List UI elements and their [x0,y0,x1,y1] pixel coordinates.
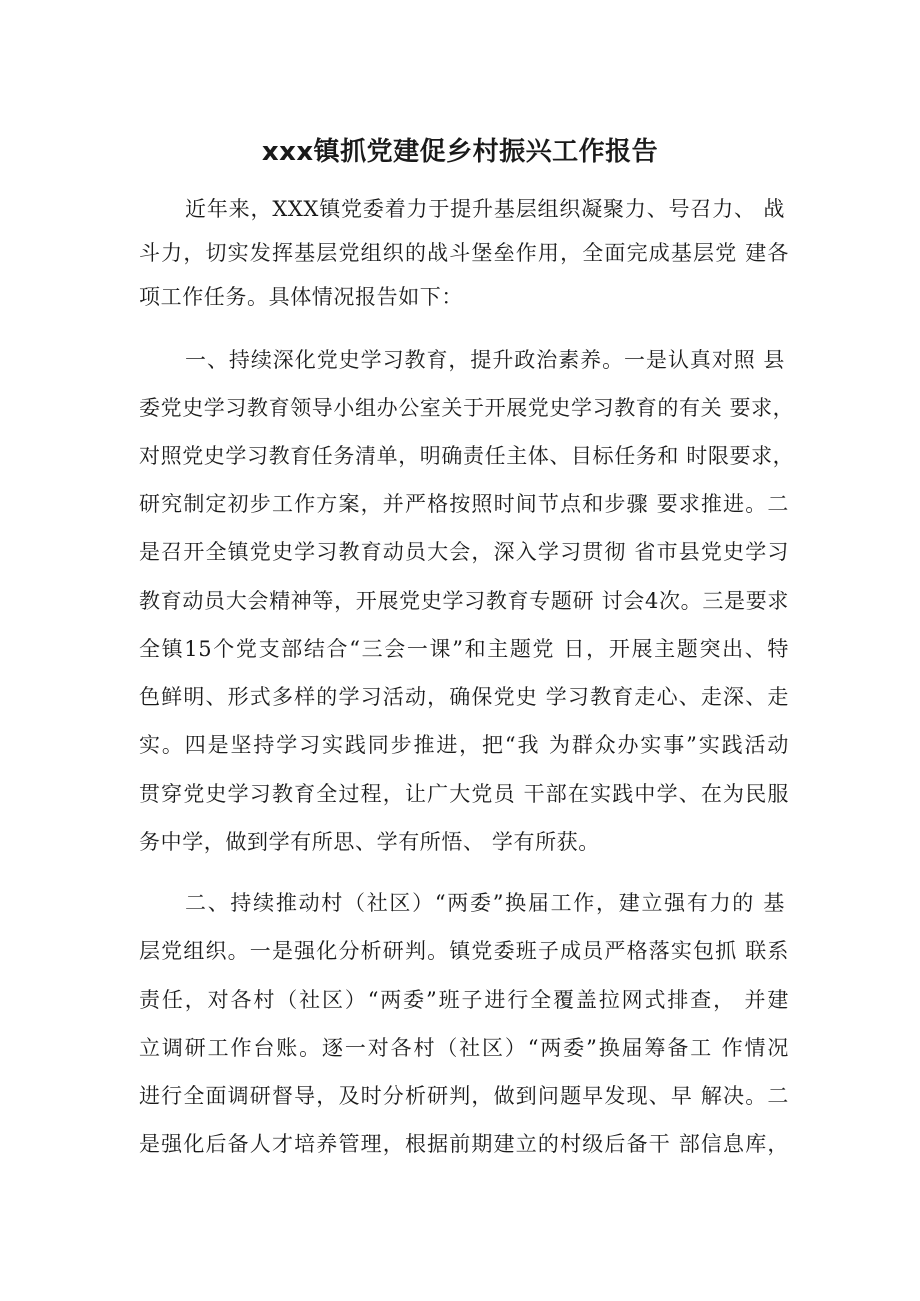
document-title: xxx镇抓党建促乡村振兴工作报告 [261,137,659,167]
paragraph-2-line: 贯穿党史学习教育全过程，让广大党员 干部在实践中学、在为民服 [139,782,789,806]
paragraph-3-line: 进行全面调研督导，及时分析研判，做到问题早发现、早 解决。二 [139,1084,789,1108]
paragraph-2-line: 一、持续深化党史学习教育，提升政治素养。一是认真对照 县 [185,348,785,372]
paragraph-3-line: 层党组织。一是强化分析研判。镇党委班子成员严格落实包抓 联系 [139,939,789,963]
paragraph-2-line: 全镇15个党支部结合“三会一课”和主题党 日，开展主题突出、特 [139,637,789,661]
paragraph-2-line: 教育动员大会精神等，开展党史学习教育专题研 讨会4次。三是要求 [139,589,789,613]
paragraph-2-line: 务中学，做到学有所思、学有所悟、 学有所获。 [139,830,600,854]
paragraph-2-line: 委党史学习教育领导小组办公室关于开展党史学习教育的有关 要求， [139,396,795,420]
paragraph-3-line: 二、持续推动村（社区）“两委”换届工作，建立强有力的 基 [185,891,785,915]
paragraph-3-line: 责任，对各村（社区）“两委”班子进行全覆盖拉网式排查， 并建 [139,988,789,1012]
paragraph-2-line: 色鲜明、形式多样的学习活动，确保党史 学习教育走心、走深、走 [139,685,789,709]
paragraph-2-line: 实。四是坚持学习实践同步推进，把“我 为群众办实事”实践活动 [139,733,789,757]
paragraph-1-line: 项工作任务。具体情况报告如下： [139,285,463,309]
paragraph-3-line: 是强化后备人才培养管理，根据前期建立的村级后备干 部信息库， [139,1132,789,1156]
paragraph-2-line: 研究制定初步工作方案，并严格按照时间节点和步骤 要求推进。二 [139,492,789,516]
paragraph-3-line: 立调研工作台账。逐一对各村（社区）“两委”换届筹备工 作情况 [139,1036,789,1060]
paragraph-2-line: 是召开全镇党史学习教育动员大会，深入学习贯彻 省市县党史学习 [139,540,789,564]
paragraph-2-line: 对照党史学习教育任务清单，明确责任主体、目标任务和 时限要求， [139,444,795,468]
paragraph-1-line: 近年来，XXX镇党委着力于提升基层组织凝聚力、号召力、 战 [185,197,785,221]
paragraph-1-line: 斗力，切实发挥基层党组织的战斗堡垒作用，全面完成基层党 建各 [139,241,789,265]
